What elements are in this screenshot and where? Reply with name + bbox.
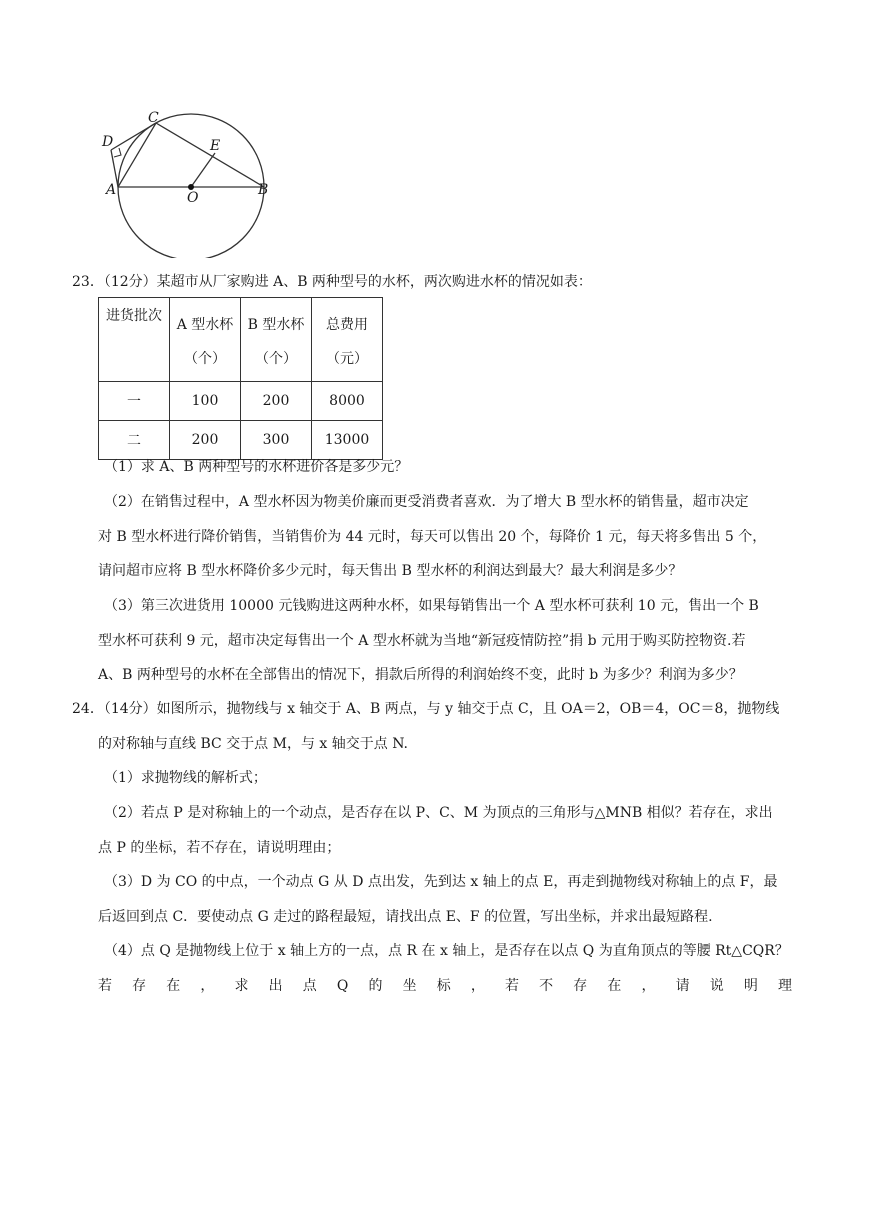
label-o: O	[187, 190, 199, 206]
spaced-char: 标	[436, 978, 451, 994]
label-a: A	[106, 182, 117, 198]
spaced-char: 出	[268, 978, 283, 994]
spaced-char: 明	[743, 978, 758, 994]
q23-part2-line1: （2）在销售过程中，A 型水杯因为物美价廉而更受消费者喜欢．为了增大 B 型水杯的销售量，超市决定	[104, 494, 749, 510]
spaced-char: 说	[709, 978, 724, 994]
table-cell: 8000	[312, 382, 383, 421]
q24-part2-line1: （2）若点 P 是对称轴上的一个动点，是否存在以 P、C、M 为顶点的三角形与△MNB 相似？若存在，求出	[104, 805, 773, 821]
q24-part4-line1: （4）点 Q 是抛物线上位于 x 轴上方的一点，点 R 在 x 轴上，是否存在以点 Q 为直角顶点的等腰 Rt△CQR？	[104, 943, 789, 959]
table-cell: 二	[99, 421, 170, 460]
circle-geometry-figure	[96, 108, 286, 258]
spaced-char: ，	[641, 978, 656, 994]
spaced-char: Q	[336, 978, 349, 994]
table-cell: 100	[170, 382, 241, 421]
spaced-char: ，	[200, 978, 215, 994]
q23-part2-line3: 请问超市应将 B 型水杯降价多少元时，每天售出 B 型水杯的利润达到最大？最大利润是多少？	[98, 563, 683, 579]
spaced-char: 存	[573, 978, 588, 994]
circle-diagram	[96, 108, 286, 258]
table-header-row	[99, 298, 383, 382]
q23-part3-line3: A、B 两种型号的水杯在全部售出的情况下，捐款后所得的利润始终不变，此时 b 为多少？利润为多少？	[98, 667, 743, 683]
q23-part3-line1: （3）第三次进货用 10000 元钱购进这两种水杯，如果每销售出一个 A 型水杯可获利 10 元，售出一个 B	[104, 598, 759, 614]
spaced-char: 坐	[402, 978, 417, 994]
header-a-cups: A 型水杯 （个）	[170, 298, 241, 382]
q23-part1: （1）求 A、B 两种型号的水杯进价各是多少元？	[104, 459, 409, 475]
table-cell: 200	[241, 382, 312, 421]
label-c: C	[148, 110, 159, 126]
table-row	[99, 382, 383, 421]
table-cell: 200	[170, 421, 241, 460]
spaced-char: 理	[777, 978, 792, 994]
q24-part3-line2: 后返回到点 C．要使动点 G 走过的路程最短，请找出点 E、F 的位置，写出坐标，并求出最短路程.	[98, 909, 713, 925]
q23-stem: 23．（12分）某超市从厂家购进 A、B 两种型号的水杯，两次购进水杯的情况如表：	[72, 274, 592, 290]
spaced-char: 在	[166, 978, 181, 994]
spaced-char: 若	[98, 978, 112, 994]
label-d: D	[102, 134, 114, 150]
q23-part2-line2: 对 B 型水杯进行降价销售，当销售价为 44 元时，每天可以售出 20 个，每降价 1 元，每天将多售出 5 个，	[98, 529, 767, 545]
q24-part3-line1: （3）D 为 CO 的中点，一个动点 G 从 D 点出发，先到达 x 轴上的点 E，再走到抛物线对称轴上的点 F，最	[104, 874, 778, 890]
header-b-cups: B 型水杯 （个）	[241, 298, 312, 382]
q24-stem-line2: 的对称轴与直线 BC 交于点 M，与 x 轴交于点 N.	[98, 736, 408, 752]
spaced-char: 的	[368, 978, 383, 994]
spaced-char: 点	[302, 978, 317, 994]
label-b: B	[258, 182, 269, 198]
q24-part1: （1）求抛物线的解析式；	[104, 770, 267, 786]
spaced-char: 不	[539, 978, 554, 994]
header-total-cost: 总费用 （元）	[312, 298, 383, 382]
q24-part2-line2: 点 P 的坐标，若不存在，请说明理由；	[98, 840, 341, 856]
purchase-table	[98, 297, 383, 460]
q24-part4-line2	[98, 976, 792, 996]
q23-part3-line2: 型水杯可获利 9 元，超市决定每售出一个 A 型水杯就为当地“新冠疫情防控”捐 b 元用于购买防控物资.若	[98, 633, 746, 649]
table-cell: 13000	[312, 421, 383, 460]
table-row	[99, 421, 383, 460]
spaced-char: 存	[132, 978, 147, 994]
label-e: E	[210, 138, 221, 154]
spaced-char: 求	[234, 978, 249, 994]
spaced-char: 若	[504, 978, 519, 994]
spaced-char: 在	[607, 978, 622, 994]
table-cell: 一	[99, 382, 170, 421]
table-cell: 300	[241, 421, 312, 460]
header-batch: 进货批次	[99, 298, 170, 382]
q24-stem-line1: 24．（14分）如图所示，抛物线与 x 轴交于 A、B 两点，与 y 轴交于点 C，且 OA＝2，OB＝4，OC＝8，抛物线	[72, 701, 780, 717]
spaced-char: 请	[675, 978, 690, 994]
spaced-char: ，	[470, 978, 485, 994]
